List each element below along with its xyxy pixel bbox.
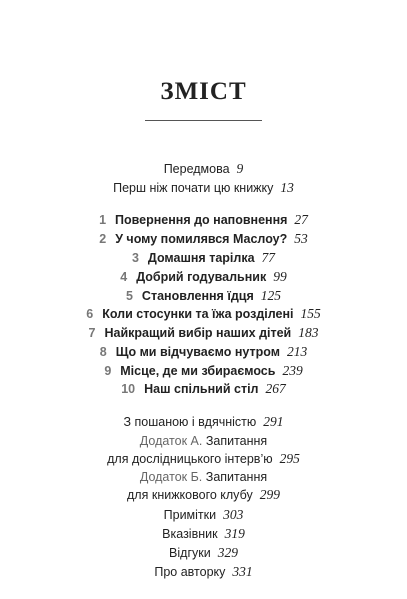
chapter-number: 4 bbox=[120, 270, 128, 284]
chapter-title: Найкращий вибір наших дітей bbox=[104, 326, 292, 340]
chapter-number: 10 bbox=[121, 382, 136, 396]
entry-title: Примітки bbox=[163, 508, 217, 522]
entry-title: Передмова bbox=[163, 162, 230, 176]
page-title: ЗМІСТ bbox=[160, 78, 247, 105]
toc-entry-about-author[interactable] bbox=[0, 563, 407, 581]
chapter-number: 7 bbox=[88, 326, 96, 340]
entry-title: Вказівник bbox=[162, 527, 218, 541]
chapter-number: 8 bbox=[99, 345, 107, 359]
entry-page: 299 bbox=[259, 487, 280, 502]
toc-entry-appendix-a-cont[interactable] bbox=[0, 450, 407, 468]
toc-chapter-8[interactable] bbox=[0, 343, 407, 361]
entry-title: Про авторку bbox=[154, 565, 226, 579]
chapter-number: 3 bbox=[131, 251, 139, 265]
entry-page: 319 bbox=[224, 526, 245, 541]
toc-chapter-7[interactable] bbox=[0, 324, 407, 342]
chapter-number: 1 bbox=[99, 213, 107, 227]
toc-entry-gratitude[interactable] bbox=[0, 413, 407, 431]
chapter-page: 27 bbox=[294, 212, 308, 227]
title-divider bbox=[145, 120, 262, 121]
toc-entry-before-start[interactable] bbox=[0, 179, 407, 197]
toc-entry-preface[interactable] bbox=[0, 160, 407, 178]
toc-chapter-5[interactable] bbox=[0, 287, 407, 305]
entry-page: 329 bbox=[217, 545, 238, 560]
toc-entry-appendix-a[interactable] bbox=[0, 432, 407, 450]
chapter-number: 9 bbox=[104, 364, 112, 378]
chapter-title: Наш спільний стіл bbox=[144, 382, 259, 396]
toc-chapter-3[interactable] bbox=[0, 249, 407, 267]
chapter-page: 239 bbox=[282, 363, 303, 378]
chapter-page: 53 bbox=[294, 231, 308, 246]
toc-entry-notes[interactable] bbox=[0, 506, 407, 524]
chapter-page: 183 bbox=[298, 325, 319, 340]
toc-chapter-6[interactable] bbox=[0, 305, 407, 323]
chapter-page: 267 bbox=[265, 381, 286, 396]
chapter-title: Коли стосунки та їжа розділені bbox=[102, 307, 294, 321]
entry-page: 303 bbox=[223, 507, 244, 522]
toc-chapter-2[interactable] bbox=[0, 230, 407, 248]
entry-title: З пошаною і вдячністю bbox=[123, 415, 257, 429]
entry-title: для дослідницького інтерв’ю bbox=[107, 452, 273, 466]
chapter-title: У чому помилявся Маслоу? bbox=[115, 232, 288, 246]
chapter-title: Місце, де ми збираємось bbox=[120, 364, 276, 378]
toc-entry-appendix-b[interactable] bbox=[0, 468, 407, 486]
toc-chapter-1[interactable] bbox=[0, 211, 407, 229]
chapter-page: 213 bbox=[286, 344, 308, 359]
entry-title: Відгуки bbox=[169, 546, 211, 560]
chapter-number: 5 bbox=[125, 289, 133, 303]
entry-title: для книжкового клубу bbox=[127, 488, 253, 502]
toc-chapter-9[interactable] bbox=[0, 362, 407, 380]
chapter-title: Що ми відчуваємо нутром bbox=[115, 345, 280, 359]
chapter-page: 125 bbox=[260, 288, 282, 303]
chapter-number: 6 bbox=[86, 307, 94, 321]
chapter-page: 77 bbox=[261, 250, 276, 265]
toc-chapter-4[interactable] bbox=[0, 268, 407, 286]
chapter-title: Домашня тарілка bbox=[147, 251, 255, 265]
toc-entry-index[interactable] bbox=[0, 525, 407, 543]
entry-page: 9 bbox=[236, 161, 244, 176]
chapter-number: 2 bbox=[99, 232, 107, 246]
toc-entry-reviews[interactable] bbox=[0, 544, 407, 562]
chapter-title: Становлення їдця bbox=[141, 289, 254, 303]
toc-chapter-10[interactable] bbox=[0, 380, 407, 398]
entry-title: Запитання bbox=[205, 470, 268, 484]
appendix-prefix: Додаток Б. bbox=[139, 470, 203, 484]
entry-page: 331 bbox=[232, 564, 253, 579]
chapter-page: 155 bbox=[300, 306, 321, 321]
chapter-title: Добрий годувальник bbox=[136, 270, 267, 284]
toc-entry-appendix-b-cont[interactable] bbox=[0, 486, 407, 504]
entry-title: Перш ніж почати цю книжку bbox=[113, 181, 274, 195]
entry-page: 291 bbox=[263, 414, 284, 429]
chapter-title: Повернення до наповнення bbox=[115, 213, 288, 227]
entry-page: 13 bbox=[280, 180, 294, 195]
entry-page: 295 bbox=[279, 451, 300, 466]
entry-title: Запитання bbox=[205, 434, 268, 448]
appendix-prefix: Додаток А. bbox=[139, 434, 203, 448]
chapter-page: 99 bbox=[273, 269, 287, 284]
